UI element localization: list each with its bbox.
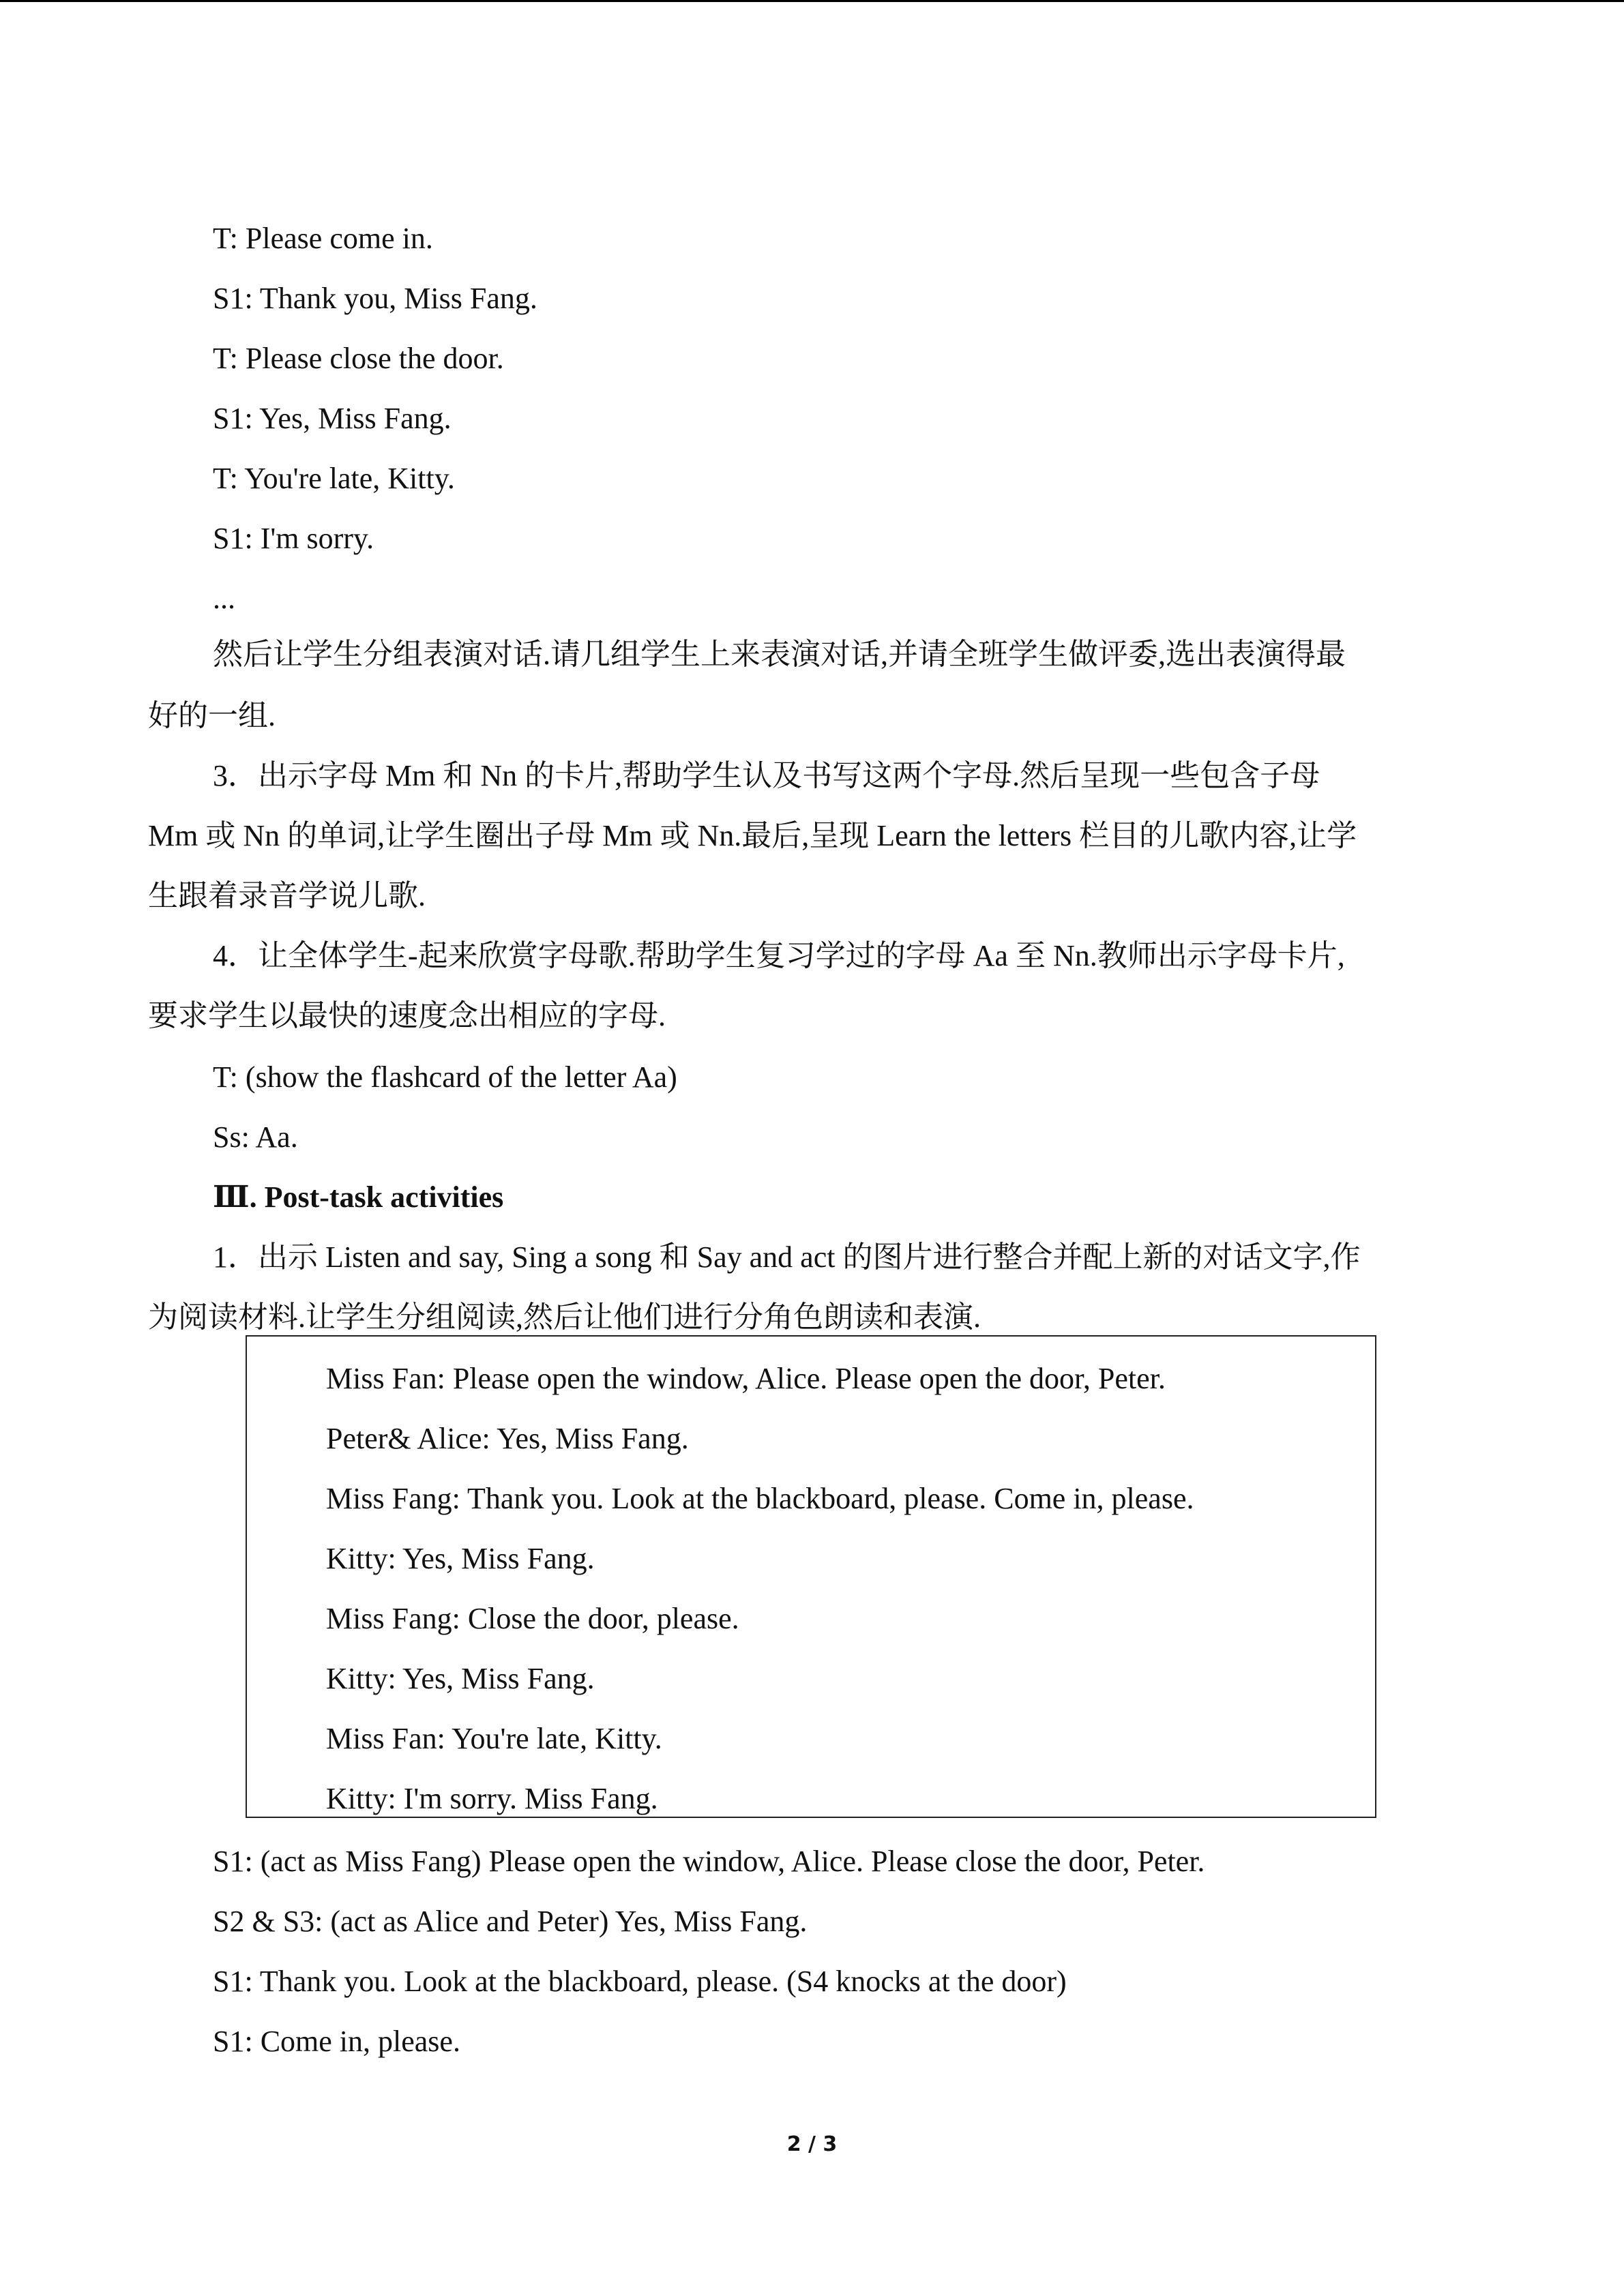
dialogue-line: S1: (act as Miss Fang) Please open the window, Alice. Please close the door, Peter. <box>213 1845 1205 1878</box>
dialogue-line: S2 & S3: (act as Alice and Peter) Yes, Miss Fang. <box>213 1905 808 1938</box>
paragraph-line: 然后让学生分组表演对话.请几组学生上来表演对话,并请全班学生做评委,选出表演得最 <box>213 638 1346 671</box>
page-number: 2 / 3 <box>786 2132 838 2156</box>
section-heading: Ⅲ. Post-task activities <box>213 1180 504 1214</box>
dialogue-line: S1: Thank you, Miss Fang. <box>213 282 537 315</box>
paragraph-line: 生跟着录音学说儿歌. <box>148 879 426 912</box>
dialogue-line: T: You're late, Kitty. <box>213 462 455 495</box>
box-dialogue-line: Miss Fang: Close the door, please. <box>326 1602 739 1635</box>
paragraph-line: 为阅读材料.让学生分组阅读,然后让他们进行分角色朗读和表演. <box>148 1300 981 1334</box>
box-dialogue-line: Miss Fan: Please open the window, Alice. Please open the door, Peter. <box>326 1362 1166 1395</box>
dialogue-line: T: (show the flashcard of the letter Aa) <box>213 1060 677 1094</box>
paragraph-line: 4．让全体学生-起来欣赏字母歌.帮助学生复习学过的字母 Aa 至 Nn.教师出示字母卡片, <box>213 939 1345 972</box>
dialogue-line: Ss: Aa. <box>213 1120 298 1154</box>
dialogue-line: S1: Come in, please. <box>213 2025 460 2058</box>
paragraph-line: 好的一组. <box>148 699 276 732</box>
paragraph-line: 要求学生以最快的速度念出相应的字母. <box>148 999 666 1032</box>
dialogue-line: T: Please close the door. <box>213 342 504 375</box>
paragraph-line: 1．出示 Listen and say, Sing a song 和 Say and act 的图片进行整合并配上新的对话文字,作 <box>213 1240 1361 1274</box>
box-dialogue-line: Peter& Alice: Yes, Miss Fang. <box>326 1422 689 1455</box>
dialogue-line: S1: Thank you. Look at the blackboard, please. (S4 knocks at the door) <box>213 1965 1067 1998</box>
box-dialogue-line: Miss Fan: You're late, Kitty. <box>326 1722 662 1755</box>
dialogue-line: T: Please come in. <box>213 222 433 255</box>
box-dialogue-line: Kitty: I'm sorry. Miss Fang. <box>326 1782 658 1815</box>
dialogue-line: S1: Yes, Miss Fang. <box>213 402 452 435</box>
paragraph-line: 3．出示字母 Mm 和 Nn 的卡片,帮助学生认及书写这两个字母.然后呈现一些包含子母 <box>213 759 1320 792</box>
ellipsis-line: ... <box>213 582 235 615</box>
box-dialogue-line: Miss Fang: Thank you. Look at the blackboard, please. Come in, please. <box>326 1482 1194 1515</box>
dialogue-line: S1: I'm sorry. <box>213 522 374 555</box>
paragraph-line: Mm 或 Nn 的单词,让学生圈出子母 Mm 或 Nn.最后,呈现 Learn the letters 栏目的儿歌内容,让学 <box>148 819 1357 852</box>
box-dialogue-line: Kitty: Yes, Miss Fang. <box>326 1542 595 1575</box>
box-dialogue-line: Kitty: Yes, Miss Fang. <box>326 1662 595 1695</box>
